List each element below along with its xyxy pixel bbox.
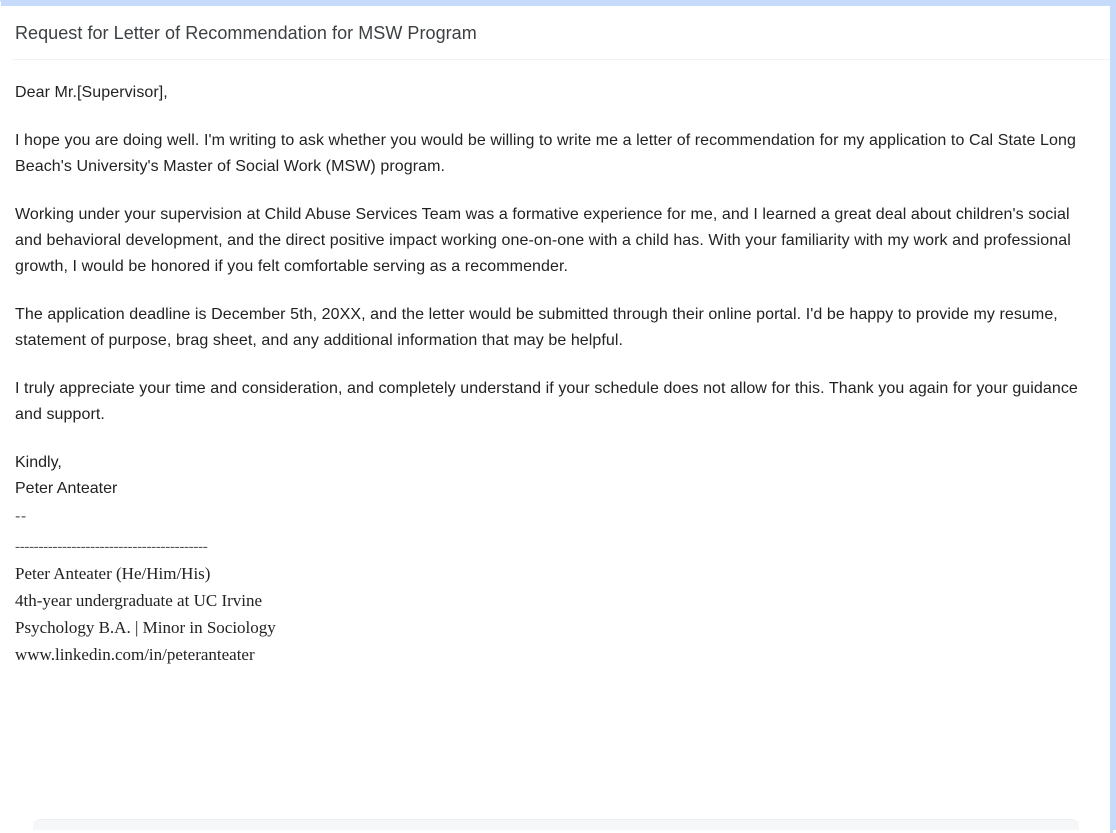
signature-detail-major: Psychology B.A. | Minor in Sociology (15, 618, 276, 637)
body-paragraph-2: Working under your supervision at Child Abuse Services Team was a formative experience for me, and I learned a great deal about children's social and behavioral development, and the direct positive impact working one-on-one with a child has. With your familiarity with my work and professional growth, I would be honored if you felt comfortable serving as a recommender. (15, 206, 1071, 275)
signature-closing: Kindly, (15, 454, 62, 471)
page-title: Request for Letter of Recommendation for MSW Program (15, 23, 477, 43)
signature-dashes: -- (15, 508, 27, 525)
body-paragraph-3: The application deadline is December 5th, 20XX, and the letter would be submitted through their online portal. I'd be happy to provide my resume, statement of purpose, brag sheet, and any additional information that may be helpful. (15, 306, 1058, 349)
signature-name: Peter Anteater (15, 480, 118, 497)
signature-detail-education: 4th-year undergraduate at UC Irvine (15, 591, 263, 610)
subject-header (1, 3, 1113, 59)
card-right-border (1110, 3, 1113, 833)
card-top-border (1, 3, 1113, 6)
signature-separator-rule: ----------------------------------------- (15, 539, 208, 555)
next-message-card-peek[interactable] (33, 819, 1079, 830)
signature-block (15, 450, 1095, 668)
signature-detail-linkedin[interactable]: www.linkedin.com/in/peteranteater (15, 645, 255, 664)
body-paragraph-1: I hope you are doing well. I'm writing to ask whether you would be willing to write me a letter of recommendation for my application to Cal State Long Beach's University's Master of Social Work (MSW) program. (15, 132, 1076, 175)
message-body (1, 60, 1113, 668)
greeting-line: Dear Mr.[Supervisor], (15, 84, 168, 101)
signature-detail-name: Peter Anteater (He/Him/His) (15, 564, 211, 583)
body-paragraph-4: I truly appreciate your time and consideration, and completely understand if your schedule does not allow for this. Thank you again for your guidance and support. (15, 380, 1078, 423)
